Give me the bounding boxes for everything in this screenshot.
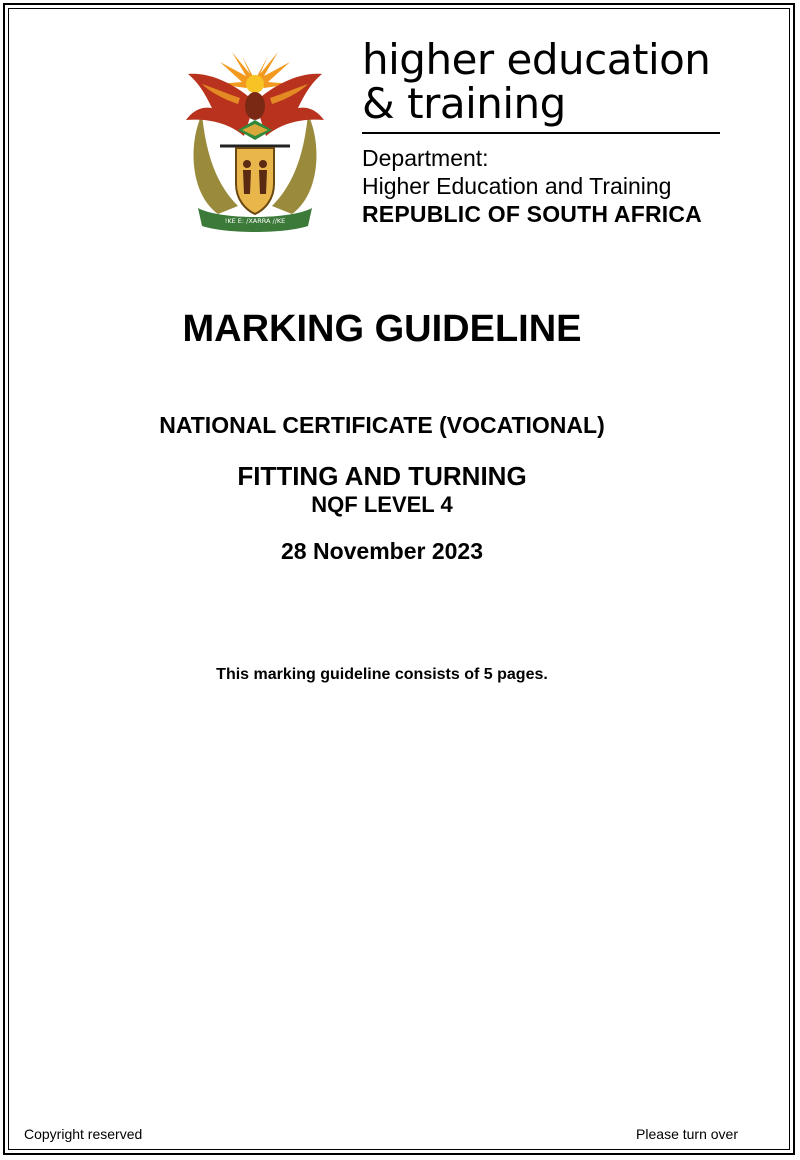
department-name: Higher Education and Training [362, 173, 672, 199]
subject-name: FITTING AND TURNING [237, 461, 527, 491]
brand-line-2: & training [362, 79, 566, 128]
brand-line-1: higher education [362, 35, 711, 84]
coat-of-arms-logo [180, 44, 330, 234]
department-text [362, 144, 722, 228]
nqf-level: NQF LEVEL 4 [311, 492, 453, 517]
department-branding [362, 35, 722, 228]
turn-over-notice: Please turn over [636, 1126, 738, 1142]
document-title: MARKING GUIDELINE [182, 308, 582, 350]
certificate-name: NATIONAL CERTIFICATE (VOCATIONAL) [159, 412, 605, 438]
copyright-notice: Copyright reserved [24, 1126, 143, 1142]
republic-name: REPUBLIC OF SOUTH AFRICA [362, 201, 702, 227]
crest-motto: !KE E: /XARRA //KE [224, 217, 286, 225]
page-count-note: This marking guideline consists of 5 pages. [216, 666, 548, 683]
department-label: Department: [362, 145, 489, 171]
exam-date: 28 November 2023 [280, 538, 483, 564]
brand-divider [362, 132, 720, 134]
